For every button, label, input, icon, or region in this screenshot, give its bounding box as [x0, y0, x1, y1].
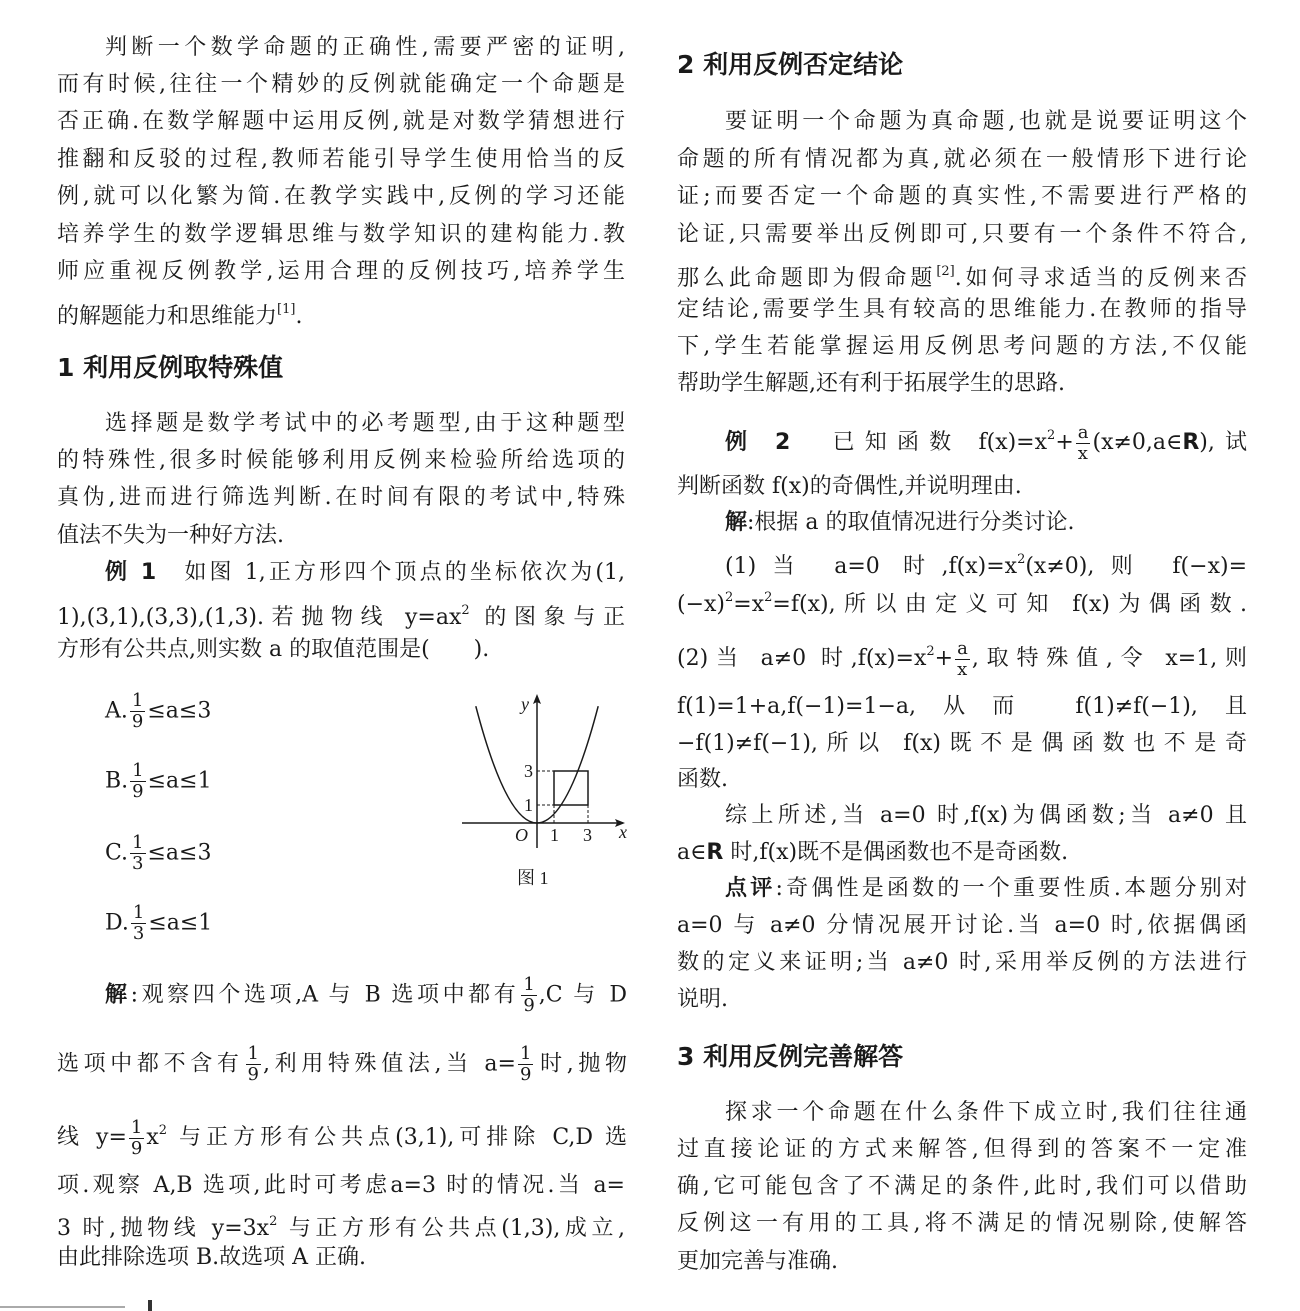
fraction-numerator: 1 [519, 1043, 532, 1064]
text-run: 定结论,需要学生具有较高的思维能力.在教师的指导 [677, 297, 1247, 322]
text-line [677, 692, 1247, 722]
text-run: ≤a≤3 [147, 698, 212, 724]
text-run: ,C 与 D [538, 982, 627, 1008]
text-run: 例,就可以化繁为简.在教学实践中,反例的学习还能 [57, 184, 625, 209]
text-run: 那么此命题即为假命题 [677, 266, 937, 291]
x-tick-1: 1 [550, 825, 559, 845]
text-run: 而有时候,往往一个精妙的反例就能确定一个命题是 [57, 72, 625, 97]
text-run: 反例这一有用的工具,将不满足的情况剔除,使解答 [677, 1211, 1247, 1236]
text-run: 项.观察 A,B 选项,此时可考虑a=3 时的情况.当 a= [57, 1173, 625, 1198]
fraction-denominator: 3 [132, 923, 145, 944]
text-run: 由此排除选项 B.故选项 A 正确. [57, 1245, 367, 1270]
text-run: ≤a≤1 [147, 768, 212, 794]
text-run: :观察四个选项,A 与 B 选项中都有 [130, 982, 520, 1008]
bold-label: 例 1 [105, 560, 157, 585]
text-run: (x≠0),则 f(−x)= [1025, 554, 1248, 579]
text-line [725, 801, 1247, 831]
text-run: 判断函数 f(x)的奇偶性,并说明理由. [677, 474, 1022, 499]
text-run: 下,学生若能掌握运用反例思考问题的方法,不仅能 [677, 334, 1247, 359]
text-run: ),试 [1199, 430, 1248, 455]
text-line [677, 220, 1247, 250]
fraction [1076, 423, 1091, 464]
text-run: f(1)=1+a,f(−1)=1−a,从而 f(1)≠f(−1),且 [677, 694, 1247, 719]
text-line [57, 295, 625, 329]
fraction [518, 1044, 533, 1085]
text-run: ≤a≤1 [148, 910, 213, 936]
text-line [677, 1172, 1247, 1202]
superscript: 2 [725, 590, 734, 605]
section-heading-3: 3 利用反例完善解答 [677, 1042, 904, 1071]
y-axis-label: y [521, 694, 529, 714]
text-run: 选项中都不含有 [57, 1051, 244, 1077]
fraction-numerator: a [1077, 421, 1089, 443]
fraction-numerator: 1 [132, 832, 144, 853]
text-line [725, 545, 1248, 579]
text-line [677, 637, 1248, 680]
fraction-denominator: x [955, 659, 970, 680]
text-run: 时,f(x)既不是偶函数也不是奇函数. [723, 840, 1069, 865]
text-run: 探求一个命题在什么条件下成立时,我们往往通 [725, 1100, 1247, 1125]
y-tick-3: 3 [524, 761, 533, 781]
text-line [57, 1207, 626, 1241]
fraction-denominator: 9 [132, 781, 144, 802]
text-line [725, 1098, 1247, 1128]
text-run: =x [733, 592, 765, 617]
text-line [677, 182, 1247, 212]
text-line [57, 483, 625, 513]
text-line [57, 107, 625, 137]
text-run: :奇偶性是函数的一个重要性质.本题分别对 [775, 876, 1247, 901]
text-run: 过直接论证的方式来解答,但得到的答案不一定准 [677, 1137, 1247, 1162]
fraction [129, 1118, 144, 1159]
superscript: 2 [926, 644, 935, 659]
text-line [105, 760, 305, 802]
text-line [677, 1135, 1247, 1165]
text-run: 如图 1,正方形四个顶点的坐标依次为(1, [156, 560, 625, 585]
bold-label: 例 2 [725, 430, 791, 455]
text-line [57, 1243, 625, 1273]
fraction [521, 975, 536, 1016]
text-run: 命题的所有情况都为真,就必须在一般情形下进行论 [677, 147, 1247, 172]
dashed-guides [537, 771, 588, 823]
bold-label: 点评 [725, 876, 776, 901]
text-line [57, 446, 625, 476]
text-run: 培养学生的数学逻辑思维与数学知识的建构能力.教 [57, 222, 625, 247]
text-line [677, 838, 1247, 868]
text-line [677, 583, 1247, 617]
bold-label: 解 [105, 982, 131, 1008]
text-line [677, 1209, 1247, 1239]
text-run: 要证明一个命题为真命题,也就是说要证明这个 [725, 109, 1247, 134]
text-run: . [295, 304, 303, 329]
superscript: 2 [1017, 552, 1026, 567]
text-run: 数的定义来证明;当 a≠0 时,采用举反例的方法进行 [677, 950, 1247, 975]
text-line [677, 295, 1247, 325]
text-line [725, 874, 1247, 904]
text-run: 选择题是数学考试中的必考题型,由于这种题型 [105, 411, 625, 436]
superscript: 2 [158, 1123, 168, 1138]
text-run: 综上所述,当 a=0 时,f(x)为偶函数;当 a≠0 且 [725, 803, 1247, 828]
text-run: :根据 a 的取值情况进行分类讨论. [747, 510, 1075, 535]
footer-rule [0, 1306, 125, 1308]
text-run: (x≠0,a∈ [1092, 430, 1183, 455]
text-line [725, 107, 1247, 137]
text-run: 与正方形有公共点(1,3),成立, [277, 1216, 626, 1241]
text-run: (−x) [677, 592, 726, 617]
text-run: 线 y= [57, 1125, 127, 1150]
text-run: =f(x),所以由定义可知 f(x)为偶函数. [772, 592, 1247, 617]
text-run: 更加完善与准确. [677, 1249, 838, 1274]
text-run: + [1055, 430, 1074, 455]
section-heading-1: 1 利用反例取特殊值 [57, 353, 284, 382]
text-run: 论证,只需要举出反例即可,只要有一个条件不符合, [677, 222, 1247, 247]
fraction-denominator: 9 [131, 711, 144, 732]
text-line [57, 635, 625, 665]
text-run: 证;而要否定一个命题的真实性,不需要进行严格的 [677, 184, 1247, 209]
text-run: 已知函数 f(x)=x [790, 430, 1048, 455]
text-line [677, 765, 1247, 795]
fraction [246, 1044, 261, 1085]
fraction [130, 833, 145, 874]
bold-label: R [706, 840, 724, 865]
superscript: 2 [269, 1214, 278, 1229]
text-run: (1)当 a=0 时,f(x)=x [725, 554, 1018, 579]
section-heading-2: 2 利用反例否定结论 [677, 50, 904, 79]
text-line [105, 558, 625, 588]
text-line [677, 911, 1247, 941]
fraction-numerator: 1 [131, 690, 144, 711]
text-run: 的特殊性,很多时候能够利用反例来检验所给选项的 [57, 448, 625, 473]
text-line [677, 985, 1247, 1015]
x-tick-3: 3 [583, 825, 592, 845]
text-run: C. [105, 840, 129, 866]
fraction [955, 639, 970, 680]
text-run: B. [105, 768, 129, 794]
fraction-denominator: 3 [132, 853, 144, 874]
text-run: + [934, 646, 954, 671]
footer-mark [148, 1300, 152, 1311]
text-line [677, 145, 1247, 175]
text-line [105, 409, 625, 439]
superscript: [1] [277, 302, 296, 317]
text-run: 值法不失为一种好方法. [57, 523, 284, 548]
text-run: A. [105, 698, 128, 724]
text-line [105, 974, 627, 1016]
text-line [57, 182, 625, 212]
fraction-denominator: x [1076, 443, 1091, 464]
text-line [105, 902, 305, 944]
text-run: 确,它可能包含了不满足的条件,此时,我们可以借助 [677, 1174, 1247, 1199]
fraction-numerator: 1 [247, 1043, 259, 1064]
text-line [677, 369, 1247, 399]
text-line [105, 690, 305, 732]
text-line [677, 1247, 1247, 1277]
text-run: ,取特殊值,令 x=1,则 [971, 646, 1248, 671]
text-line [105, 832, 305, 874]
text-run: 帮助学生解题,还有利于拓展学生的思路. [677, 371, 1065, 396]
text-line [57, 70, 625, 100]
text-line [57, 257, 625, 287]
fraction-denominator: 9 [247, 1064, 259, 1085]
text-run: ≤a≤3 [147, 840, 212, 866]
text-line [57, 1043, 627, 1085]
y-tick-1: 1 [524, 795, 533, 815]
text-run: 的解题能力和思维能力 [57, 304, 278, 329]
bold-label: 解 [725, 510, 748, 535]
text-run: 真伪,进而进行筛选判断.在时间有限的考试中,特殊 [57, 485, 625, 510]
text-line [57, 145, 625, 175]
text-line [57, 1171, 625, 1201]
fraction-numerator: 1 [132, 902, 145, 923]
text-line [725, 508, 1247, 538]
x-axis-label: x [619, 822, 627, 842]
text-run: D. [105, 910, 129, 936]
text-run: 函数. [677, 767, 728, 792]
text-run: 1),(3,1),(3,3),(1,3).若抛物线 y=ax [57, 605, 462, 630]
text-line [57, 220, 625, 250]
fraction-numerator: 1 [130, 1116, 143, 1138]
text-line [677, 472, 1247, 502]
text-run: 否正确.在数学解题中运用反例,就是对数学猜想进行 [57, 109, 625, 134]
superscript: 2 [461, 603, 470, 618]
figure-1-parabola-square [455, 690, 635, 890]
text-run: (2)当 a≠0 时,f(x)=x [677, 646, 927, 671]
text-run: 与正方形有公共点(3,1),可排除 C,D 选 [167, 1125, 628, 1150]
text-line [57, 1116, 628, 1159]
text-run: 的图象与正 [469, 605, 625, 630]
figure-caption: 图 1 [517, 868, 549, 888]
fraction [130, 761, 145, 802]
text-run: ,利用特殊值法,当 a= [262, 1051, 516, 1077]
superscript: 2 [764, 590, 773, 605]
text-run: 判断一个数学命题的正确性,需要严密的证明, [105, 35, 625, 60]
fraction-denominator: 9 [523, 995, 535, 1016]
fraction-numerator: a [957, 637, 968, 659]
text-line [677, 332, 1247, 362]
fraction-denominator: 9 [519, 1064, 532, 1085]
text-line [105, 33, 625, 63]
fraction-denominator: 9 [130, 1137, 143, 1159]
text-run: 师应重视反例教学,运用合理的反例技巧,培养学生 [57, 259, 625, 284]
text-run: .如何寻求适当的反例来否 [954, 266, 1247, 291]
text-line [725, 421, 1248, 464]
text-run: a=0 与 a≠0 分情况展开讨论.当 a=0 时,依据偶函 [677, 913, 1247, 938]
text-run: x [146, 1125, 159, 1150]
fraction [131, 903, 146, 944]
text-run: 时,抛物 [535, 1051, 627, 1077]
text-run: 说明. [677, 987, 728, 1012]
superscript: [2] [936, 264, 955, 279]
text-run: 推翻和反驳的过程,教师若能引导学生使用恰当的反 [57, 147, 625, 172]
text-run: a∈ [677, 840, 707, 865]
superscript: 2 [1047, 428, 1056, 443]
fraction [130, 691, 145, 732]
text-line [57, 521, 625, 551]
bold-label: R [1182, 430, 1200, 455]
fraction-numerator: 1 [132, 760, 144, 781]
text-line [677, 729, 1247, 759]
text-run: 3 时,抛物线 y=3x [57, 1216, 270, 1241]
text-line [677, 257, 1247, 291]
text-run: −f(1)≠f(−1),所以 f(x)既不是偶函数也不是奇 [677, 731, 1247, 756]
text-run: 方形有公共点,则实数 a 的取值范围是( ). [57, 637, 490, 662]
text-line [57, 596, 625, 630]
text-line [677, 948, 1247, 978]
origin-label: O [515, 825, 528, 845]
fraction-numerator: 1 [523, 974, 535, 995]
